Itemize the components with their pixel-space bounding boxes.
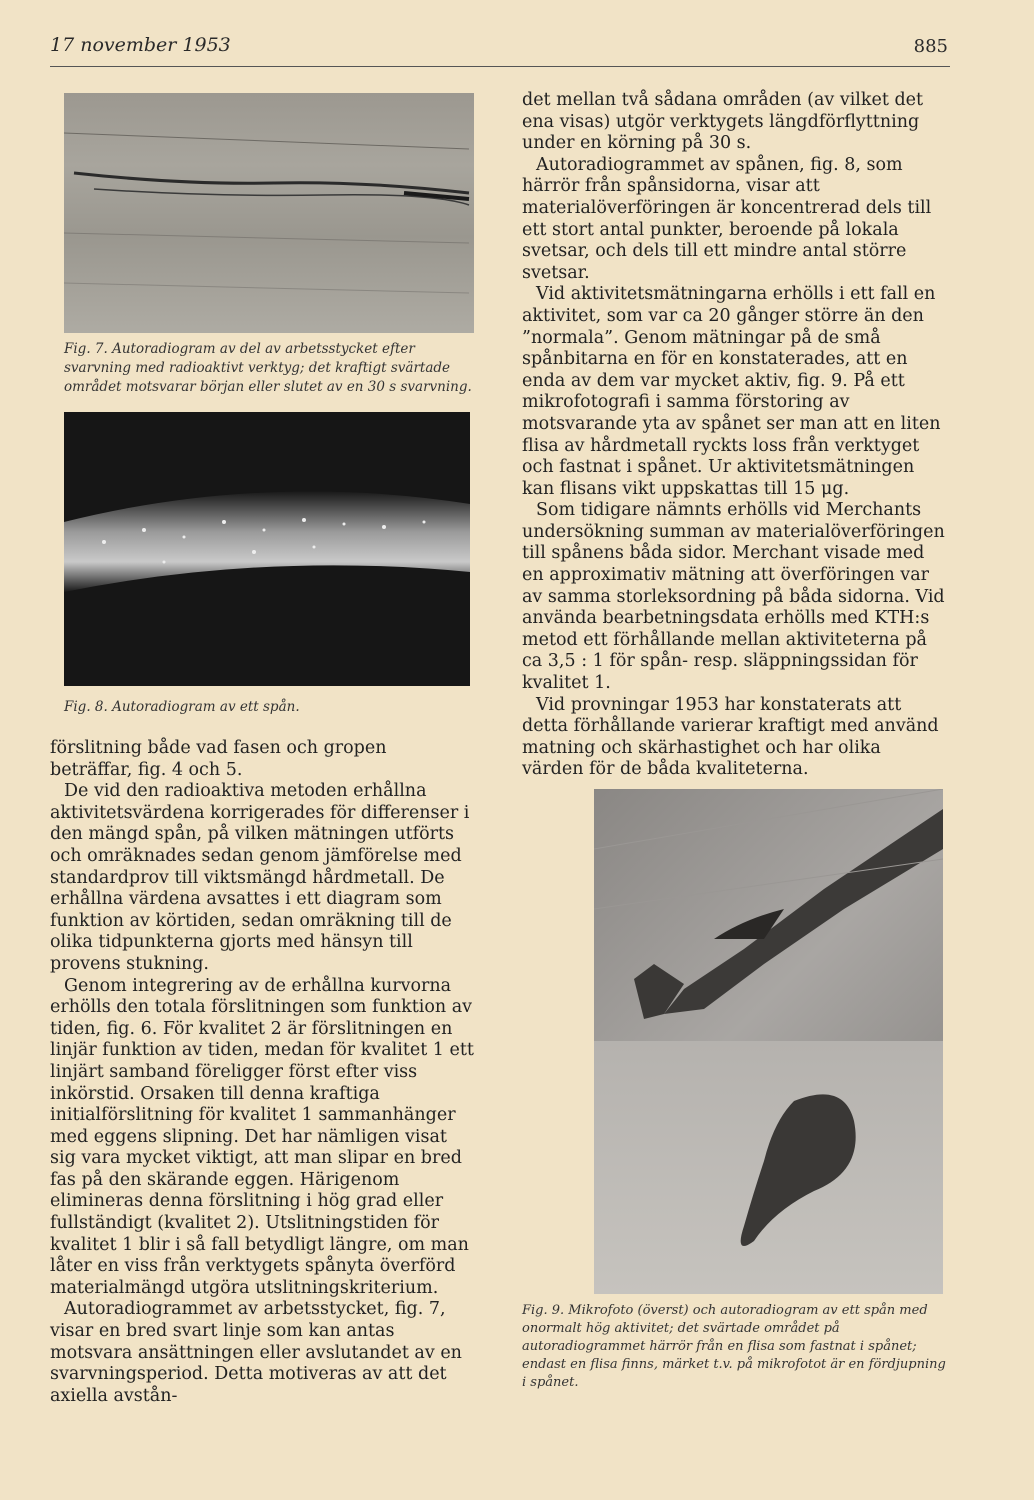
paragraph: förslitning både vad fasen och gropen beträffar, fig. 4 och 5. bbox=[50, 738, 387, 780]
paragraph: De vid den radioaktiva metoden erhållna aktivitetsvärdena korrigerades för differenser i den mängd spån, på vilken mätningen utförts och omräknades sedan genom jämförelse med standardprov till viktsmängd hårdmetall. De erhållna värdena avsattes i ett diagram som funktion av körtiden, sedan omräkning till de olika tidpunkterna gjorts med hänsyn till provens stukning. bbox=[50, 781, 470, 974]
paragraph: Genom integrering av de erhållna kurvorna erhölls den totala förslitningen som funktion av tiden, fig. 6. För kvalitet 2 är förslitningen en linjär funktion av tiden, medan för kvalitet 1 ett linjärt samband föreligger först efter viss inkörstid. Orsaken till denna kraftiga initialförslitning för kvalitet 1 sammanhänger med eggens slipning. Det har nämligen visat sig vara mycket viktigt, att man slipar en bred fas på den skärande eggen. Härigenom elimineras denna förslitning i hög grad eller fullständigt (kvalitet 2). Utslitningstiden för kvalitet 1 blir i så fall betydligt längre, om man låter en viss från verktygets spånyta överförd materialmängd utgöra utslitningskriterium. bbox=[50, 975, 474, 1298]
figure-9-microphoto bbox=[594, 789, 943, 1294]
paragraph: det mellan två sådana områden (av vilket det ena visas) utgör verktygets längdförflyttning under en körning på 30 s. bbox=[522, 90, 924, 154]
header-divider bbox=[50, 66, 950, 67]
figure-8-autoradiogram bbox=[64, 412, 470, 686]
figure-9-autoradiogram bbox=[594, 1041, 943, 1294]
figure-9-microphoto-chip bbox=[594, 789, 943, 1041]
figure-9-dark-spot bbox=[594, 1041, 943, 1294]
figure-8-band bbox=[64, 412, 470, 686]
figure-9-caption: Fig. 9. Mikrofoto (överst) och autoradiogram av ett spån med onormalt hög aktivitet; det svärtade området på autoradiogrammet härrör från en flisa som fastnat i spånet; endast en flisa finns, märket t.v. på mikrofotot är en fördjupning i spånet. bbox=[522, 1303, 946, 1390]
paragraph: Autoradiogrammet av spånen, fig. 8, som härrör från spånsidorna, visar att materialöverföringen är koncentrerad dels till ett stort antal punkter, beroende på lokala svetsar, och dels till ett mindre antal större svetsar. bbox=[522, 154, 932, 283]
figure-7-streaks bbox=[64, 93, 474, 333]
paragraph: Vid aktivitetsmätningarna erhölls i ett fall en aktivitet, som var ca 20 gånger större än den ”normala”. Genom mätningar på de små spånbitarna en för en konstaterades, att en enda av dem var mycket aktiv, fig. 9. På ett mikrofotografi i samma förstoring av motsvarande yta av spånet ser man att en liten flisa av hårdmetall ryckts loss från verktyget och fastnat i spånet. Ur aktivitetsmätningen kan flisans vikt uppskattas till 15 μg. bbox=[522, 284, 941, 499]
figure-7-autoradiogram bbox=[64, 93, 474, 333]
figure-7-caption: Fig. 7. Autoradiogram av del av arbetsstycket efter svarvning med radioaktivt verktyg; det kraftigt svärtade området motsvarar början eller slutet av en 30 s svarvning. bbox=[64, 341, 472, 395]
figure-8-caption: Fig. 8. Autoradiogram av ett spån. bbox=[64, 699, 300, 715]
page-date: 17 november 1953 bbox=[50, 34, 231, 56]
paragraph: Autoradiogrammet av arbetsstycket, fig. 7, visar en bred svart linje som kan antas motsvara ansättningen eller avslutandet av en svarvningsperiod. Detta motiveras av att det axiella avstån- bbox=[50, 1299, 462, 1406]
left-column bbox=[50, 738, 474, 1407]
paragraph: Vid provningar 1953 har konstaterats att detta förhållande varierar kraftigt med använd matning och skärhastighet och har olika värden för de båda kvaliteterna. bbox=[522, 694, 939, 780]
page-number: 885 bbox=[913, 36, 948, 57]
paragraph: Som tidigare nämnts erhölls vid Merchants undersökning summan av materialöverföringen till spånens båda sidor. Merchant visade med en approximativ mätning att överföringen var av samma storleksordning på båda sidorna. Vid använda bearbetningsdata erhölls med KTH:s metod ett förhållande mellan aktiviteterna på ca 3,5 : 1 för spån- resp. släppningssidan för kvalitet 1. bbox=[522, 500, 945, 694]
right-column bbox=[522, 90, 946, 781]
